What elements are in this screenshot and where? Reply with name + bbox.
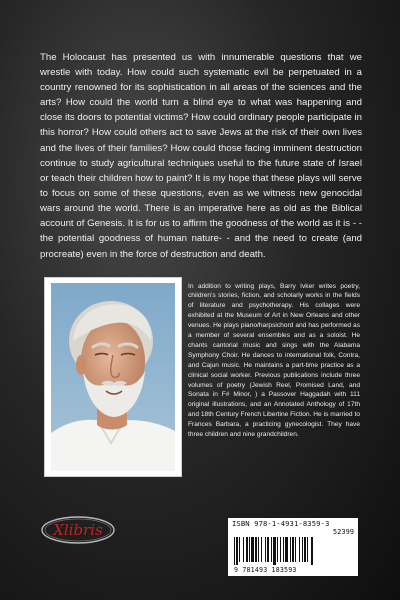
barcode-bar: [246, 537, 248, 562]
barcode-panel: [228, 518, 358, 576]
price-code: 52399: [332, 528, 354, 536]
barcode-bar: [299, 537, 300, 562]
barcode-bar: [271, 537, 272, 562]
barcode-bar: [295, 537, 296, 562]
barcode-bar: [234, 537, 235, 565]
barcode-bar: [285, 537, 288, 562]
author-photo: [51, 283, 175, 471]
barcode-bar: [304, 537, 306, 562]
barcode-bar: [243, 537, 244, 562]
barcode-bar: [265, 537, 266, 562]
barcode-bar: [307, 537, 308, 562]
barcode-bar: [302, 537, 303, 562]
barcode-bar: [261, 537, 262, 562]
barcode-bar: [239, 537, 240, 562]
barcode-bar: [236, 537, 238, 565]
barcode-number: 9 781493 183593: [234, 566, 297, 574]
author-bio: In addition to writing plays, Barry Ivker writes poetry, children's stories, fiction, and scholarly works in the fields of literature and psychotherapy. His collages were exhibited at the Museum of Art in New Orleans and other venues. He plays piano/harpsichord and has performed as a member of several ensembles and as a soloist. He chants cantorial music and sings with the Alabama Symphony Choir. He dances to international folk, Contra, and Cajun music. He maintains a part-time practice as a clinical social worker. Previous publications include three volumes of poetry (Jewish Reel, Promised Land, and Sonata in F# Minor, ) a Passover Haggadah with 111 original illustrations, and an Annotated Anthology of 17th and 18th Century French Libertine Fiction. He is married to Frances Barbara, a practicing gynecologist. They have three children and nine grandchildren.: [188, 282, 360, 438]
author-photo-frame: [44, 277, 182, 477]
svg-text:Xlibris: Xlibris: [53, 521, 103, 539]
xlibris-logo-icon: [40, 516, 116, 544]
barcode-bar: [280, 537, 281, 562]
barcode-bar: [292, 537, 294, 562]
barcode-bar: [258, 537, 259, 562]
barcode-bar: [283, 537, 284, 562]
author-portrait-icon: [51, 283, 175, 471]
barcode-bar: [251, 537, 254, 562]
barcode-bar: [267, 537, 269, 562]
barcode-bar: [273, 537, 276, 565]
xlibris-logo: [40, 516, 116, 544]
isbn-label: ISBN 978-1-4931-8359-3: [232, 519, 330, 528]
barcode-bar: [311, 537, 313, 565]
barcode-bar: [249, 537, 250, 562]
blurb-text: The Holocaust has presented us with innumerable questions that we wrestle with today. How could such systematic evil be perpetuated in a country renowned for its sophistication in all areas of the sciences and the arts? How could the world turn a blind eye to what was happening and close its doors to potential victims? How could ordinary people participate in this horror? How could others act to save Jews at the risk of their own lives and the lives of their families? How could those facing imminent destruction continue to study agricultural techniques useful to the future state of Israel or teach their children how to paint? It is my hope that these plays will serve to focus on some of these questions, even as we witness new genocidal wars around the world. There is an imperative here as old as the Biblical account of Genesis. It is for us to affirm the goodness of the world as it is - -the potential goodness of human nature- - and the need to create (and procreate) even in the force of destruction and death.: [40, 51, 362, 260]
barcode-bar: [255, 537, 257, 562]
barcode-bar: [290, 537, 291, 562]
barcode-bar: [277, 537, 278, 562]
